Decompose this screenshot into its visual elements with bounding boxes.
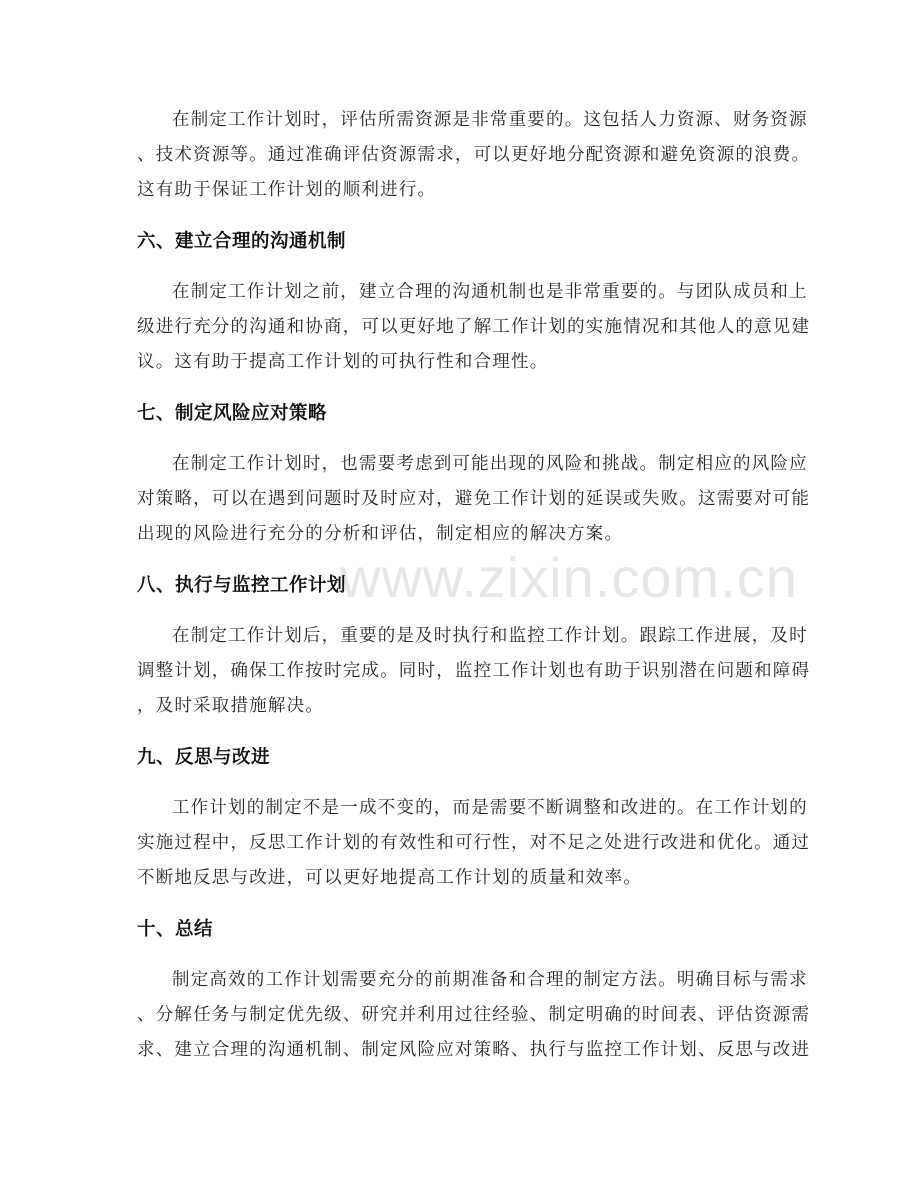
section-heading: 七、制定风险应对策略 [137, 403, 328, 424]
paragraph-line: 在制定工作计划之前，建立合理的沟通机制也是非常重要的。与团队成员和上 [172, 282, 808, 302]
paragraph-line: 这有助于保证工作计划的顺利进行。 [137, 180, 437, 200]
paragraph-line: 在制定工作计划时，评估所需资源是非常重要的。这包括人力资源、财务资源 [172, 110, 808, 130]
paragraph-line: 、技术资源等。通过准确评估资源需求，可以更好地分配资源和避免资源的浪费。 [137, 145, 811, 165]
paragraph-line: 对策略，可以在遇到问题时及时应对，避免工作计划的延误或失败。这需要对可能 [137, 489, 811, 509]
section-heading: 九、反思与改进 [137, 747, 271, 768]
paragraph-line: 调整计划，确保工作按时完成。同时，监控工作计划也有助于识别潜在问题和障碍 [137, 661, 811, 681]
section-heading: 八、执行与监控工作计划 [137, 575, 347, 596]
watermark: www.zixin.com.cn [340, 546, 798, 609]
paragraph-line: 求、建立合理的沟通机制、制定风险应对策略、执行与监控工作计划、反思与改进 [137, 1040, 811, 1060]
paragraph-line: 在制定工作计划时，也需要考虑到可能出现的风险和挑战。制定相应的风险应 [172, 454, 808, 474]
paragraph-line: 在制定工作计划后，重要的是及时执行和监控工作计划。跟踪工作进展，及时 [172, 626, 808, 646]
section-heading: 十、总结 [137, 919, 214, 940]
paragraph-line: 不断地反思与改进，可以更好地提高工作计划的质量和效率。 [137, 868, 642, 888]
paragraph-line: 工作计划的制定不是一成不变的，而是需要不断调整和改进的。在工作计划的 [172, 798, 808, 818]
paragraph-line: 议。这有助于提高工作计划的可执行性和合理性。 [137, 352, 549, 372]
section-heading: 六、建立合理的沟通机制 [137, 231, 347, 252]
paragraph-line: 级进行充分的沟通和协商，可以更好地了解工作计划的实施情况和其他人的意见建 [137, 317, 811, 337]
paragraph-line: 实施过程中，反思工作计划的有效性和可行性，对不足之处进行改进和优化。通过 [137, 833, 811, 853]
paragraph-line: ，及时采取措施解决。 [137, 696, 324, 716]
paragraph-line: 出现的风险进行充分的分析和评估，制定相应的解决方案。 [137, 524, 624, 544]
paragraph-line: 制定高效的工作计划需要充分的前期准备和合理的制定方法。明确目标与需求 [172, 970, 808, 990]
paragraph-line: 、分解任务与制定优先级、研究并利用过往经验、制定明确的时间表、评估资源需 [137, 1005, 811, 1025]
